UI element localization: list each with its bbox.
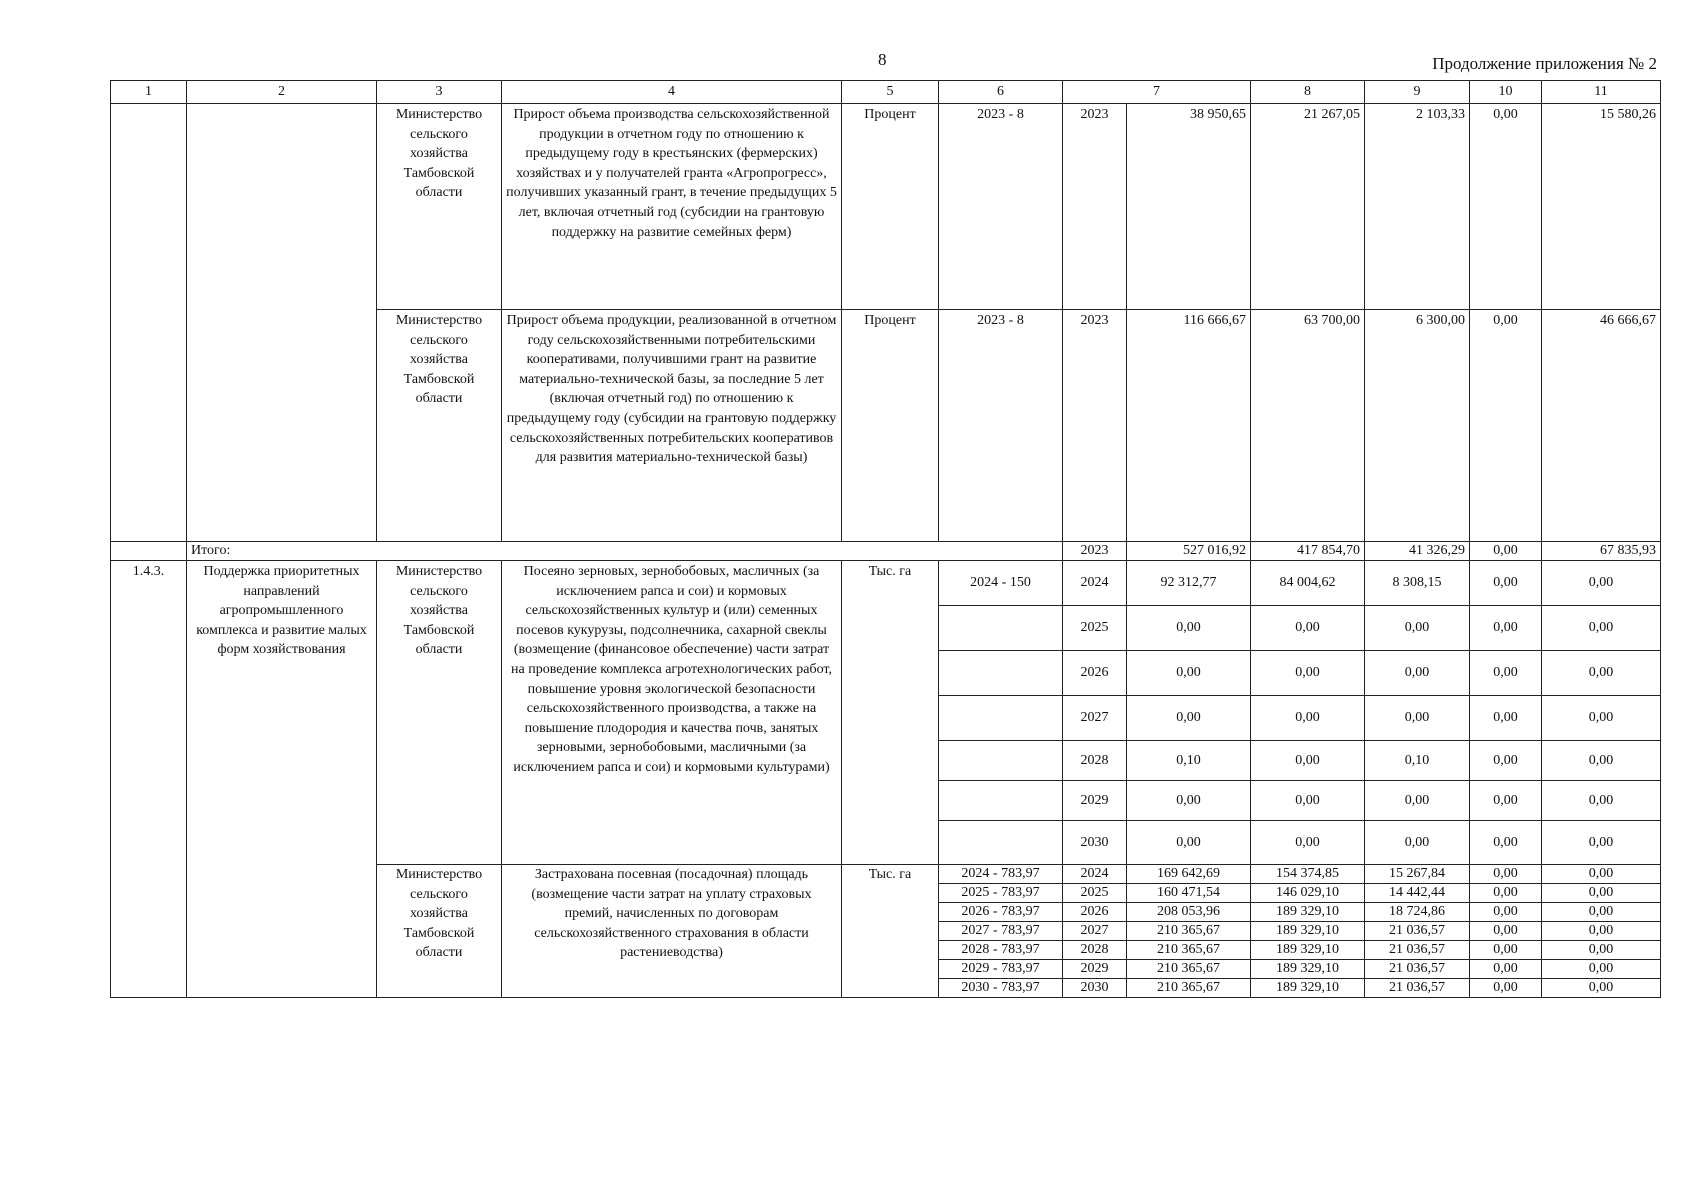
value-cell: 0,00 bbox=[1365, 606, 1470, 651]
unit-cell: Процент bbox=[842, 104, 939, 310]
value-cell: 0,00 bbox=[1470, 903, 1542, 922]
empty-cell bbox=[111, 104, 187, 542]
value-cell: 189 329,10 bbox=[1251, 979, 1365, 998]
header-cell: 1 bbox=[111, 81, 187, 104]
table-row bbox=[111, 104, 1661, 310]
value-cell: 417 854,70 bbox=[1251, 542, 1365, 561]
section-name: Поддержка приоритетных направлений агропромышленного комплекса и развитие малых форм хозяйствования bbox=[187, 561, 377, 998]
header-cell: 2 bbox=[187, 81, 377, 104]
executor-cell: Министерство сельского хозяйства Тамбовской области bbox=[377, 561, 502, 865]
value-cell: 6 300,00 bbox=[1365, 310, 1470, 542]
target-cell: 2025 - 783,97 bbox=[939, 884, 1063, 903]
value-cell: 0,00 bbox=[1365, 821, 1470, 865]
value-cell: 14 442,44 bbox=[1365, 884, 1470, 903]
value-cell: 0,10 bbox=[1365, 741, 1470, 781]
continuation-label: Продолжение приложения № 2 bbox=[1432, 54, 1657, 73]
target-cell: 2027 - 783,97 bbox=[939, 922, 1063, 941]
value-cell: 0,00 bbox=[1365, 651, 1470, 696]
total-row bbox=[111, 542, 1661, 561]
value-cell: 0,00 bbox=[1127, 821, 1251, 865]
target-cell: 2030 - 783,97 bbox=[939, 979, 1063, 998]
header-cell: 3 bbox=[377, 81, 502, 104]
value-cell: 0,00 bbox=[1542, 781, 1661, 821]
value-cell: 527 016,92 bbox=[1127, 542, 1251, 561]
value-cell: 0,00 bbox=[1127, 781, 1251, 821]
header-cell: 6 bbox=[939, 81, 1063, 104]
value-cell: 0,00 bbox=[1542, 941, 1661, 960]
value-cell: 0,00 bbox=[1470, 865, 1542, 884]
value-cell: 0,00 bbox=[1127, 696, 1251, 741]
value-cell: 0,00 bbox=[1470, 542, 1542, 561]
value-cell: 0,00 bbox=[1365, 781, 1470, 821]
value-cell: 21 036,57 bbox=[1365, 922, 1470, 941]
value-cell: 0,00 bbox=[1542, 960, 1661, 979]
value-cell: 0,00 bbox=[1470, 310, 1542, 542]
value-cell: 0,00 bbox=[1542, 979, 1661, 998]
target-cell bbox=[939, 696, 1063, 741]
value-cell: 0,00 bbox=[1251, 606, 1365, 651]
year-cell: 2026 bbox=[1063, 651, 1127, 696]
unit-cell: Процент bbox=[842, 310, 939, 542]
header-cell: 10 bbox=[1470, 81, 1542, 104]
target-cell: 2023 - 8 bbox=[939, 104, 1063, 310]
indicator-cell: Прирост объема производства сельскохозяйственной продукции в отчетном году по отношению к предыдущему году в крестьянских (фермерских) хозяйствах и у получателей гранта «Агропрогресс», получивших указанный грант, в течение предыдущих 5 лет, включая отчетный год (субсидии на грантовую поддержку на развитие семейных ферм) bbox=[502, 104, 842, 310]
target-cell bbox=[939, 651, 1063, 696]
value-cell: 189 329,10 bbox=[1251, 922, 1365, 941]
empty-cell bbox=[111, 542, 187, 561]
value-cell: 0,00 bbox=[1470, 561, 1542, 606]
value-cell: 0,00 bbox=[1542, 561, 1661, 606]
value-cell: 169 642,69 bbox=[1127, 865, 1251, 884]
indicator-cell: Прирост объема продукции, реализованной в отчетном году сельскохозяйственными потребительскими кооперативами, получившими грант на развитие материально-технической базы, за последние 5 лет (включая отчетный год) по отношению к предыдущему году (субсидии на грантовую поддержку сельскохозяйственных потребительских кооперативов для развития материально-технической базы) bbox=[502, 310, 842, 542]
value-cell: 208 053,96 bbox=[1127, 903, 1251, 922]
value-cell: 210 365,67 bbox=[1127, 941, 1251, 960]
header-cell: 9 bbox=[1365, 81, 1470, 104]
program-table bbox=[110, 80, 1661, 998]
value-cell: 0,00 bbox=[1470, 606, 1542, 651]
section-number: 1.4.3. bbox=[111, 561, 187, 998]
value-cell: 0,00 bbox=[1470, 651, 1542, 696]
value-cell: 0,00 bbox=[1470, 884, 1542, 903]
year-cell: 2024 bbox=[1063, 561, 1127, 606]
executor-cell: Министерство сельского хозяйства Тамбовской области bbox=[377, 865, 502, 998]
header-cell: 4 bbox=[502, 81, 842, 104]
value-cell: 0,00 bbox=[1251, 821, 1365, 865]
target-cell bbox=[939, 821, 1063, 865]
value-cell: 0,00 bbox=[1470, 922, 1542, 941]
value-cell: 0,00 bbox=[1470, 821, 1542, 865]
year-cell: 2030 bbox=[1063, 821, 1127, 865]
value-cell: 0,00 bbox=[1542, 865, 1661, 884]
value-cell: 38 950,65 bbox=[1127, 104, 1251, 310]
value-cell: 0,00 bbox=[1251, 651, 1365, 696]
value-cell: 189 329,10 bbox=[1251, 941, 1365, 960]
value-cell: 0,00 bbox=[1365, 696, 1470, 741]
unit-cell: Тыс. га bbox=[842, 865, 939, 998]
value-cell: 18 724,86 bbox=[1365, 903, 1470, 922]
value-cell: 0,00 bbox=[1470, 781, 1542, 821]
executor-cell: Министерство сельского хозяйства Тамбовской области bbox=[377, 104, 502, 310]
value-cell: 46 666,67 bbox=[1542, 310, 1661, 542]
header-cell: 11 bbox=[1542, 81, 1661, 104]
year-cell: 2023 bbox=[1063, 542, 1127, 561]
value-cell: 41 326,29 bbox=[1365, 542, 1470, 561]
value-cell: 0,00 bbox=[1470, 960, 1542, 979]
value-cell: 189 329,10 bbox=[1251, 960, 1365, 979]
value-cell: 0,00 bbox=[1542, 922, 1661, 941]
target-cell: 2024 - 150 bbox=[939, 561, 1063, 606]
value-cell: 21 036,57 bbox=[1365, 960, 1470, 979]
year-cell: 2023 bbox=[1063, 104, 1127, 310]
header-row bbox=[111, 81, 1661, 104]
value-cell: 0,00 bbox=[1542, 651, 1661, 696]
value-cell: 0,00 bbox=[1542, 606, 1661, 651]
value-cell: 2 103,33 bbox=[1365, 104, 1470, 310]
value-cell: 0,10 bbox=[1127, 741, 1251, 781]
value-cell: 0,00 bbox=[1470, 104, 1542, 310]
value-cell: 210 365,67 bbox=[1127, 979, 1251, 998]
indicator-cell: Посеяно зерновых, зернобобовых, масличных (за исключением рапса и сои) и кормовых сельскохозяйственных культур и (или) семенных посевов кукурузы, подсолнечника, сахарной свеклы (возмещение (финансовое обеспечение) части затрат на проведение комплекса агротехнологических работ, повышение уровня экологической безопасности сельскохозяйственного производства, а также на повышение плодородия и качества почв, занятых зерновыми, зернобобовыми, масличными (за исключением рапса и сои) и кормовыми культурами) bbox=[502, 561, 842, 865]
value-cell: 0,00 bbox=[1470, 741, 1542, 781]
value-cell: 21 267,05 bbox=[1251, 104, 1365, 310]
indicator-cell: Застрахована посевная (посадочная) площадь (возмещение части затрат на уплату страховых премий, начисленных по договорам сельскохозяйственного страхования в области растениеводства) bbox=[502, 865, 842, 998]
value-cell: 8 308,15 bbox=[1365, 561, 1470, 606]
value-cell: 21 036,57 bbox=[1365, 979, 1470, 998]
header-cell: 5 bbox=[842, 81, 939, 104]
target-cell bbox=[939, 781, 1063, 821]
value-cell: 63 700,00 bbox=[1251, 310, 1365, 542]
target-cell: 2023 - 8 bbox=[939, 310, 1063, 542]
value-cell: 0,00 bbox=[1470, 696, 1542, 741]
value-cell: 15 580,26 bbox=[1542, 104, 1661, 310]
executor-cell: Министерство сельского хозяйства Тамбовской области bbox=[377, 310, 502, 542]
year-cell: 2025 bbox=[1063, 606, 1127, 651]
target-cell: 2028 - 783,97 bbox=[939, 941, 1063, 960]
year-cell: 2029 bbox=[1063, 781, 1127, 821]
table-row bbox=[111, 561, 1661, 606]
value-cell: 0,00 bbox=[1470, 941, 1542, 960]
value-cell: 0,00 bbox=[1251, 696, 1365, 741]
value-cell: 21 036,57 bbox=[1365, 941, 1470, 960]
empty-cell bbox=[187, 104, 377, 542]
value-cell: 0,00 bbox=[1251, 781, 1365, 821]
value-cell: 0,00 bbox=[1470, 979, 1542, 998]
value-cell: 154 374,85 bbox=[1251, 865, 1365, 884]
target-cell: 2024 - 783,97 bbox=[939, 865, 1063, 884]
value-cell: 210 365,67 bbox=[1127, 922, 1251, 941]
value-cell: 0,00 bbox=[1542, 741, 1661, 781]
value-cell: 0,00 bbox=[1542, 821, 1661, 865]
year-cell: 2025 bbox=[1063, 884, 1127, 903]
target-cell bbox=[939, 741, 1063, 781]
value-cell: 84 004,62 bbox=[1251, 561, 1365, 606]
value-cell: 0,00 bbox=[1251, 741, 1365, 781]
value-cell: 146 029,10 bbox=[1251, 884, 1365, 903]
year-cell: 2027 bbox=[1063, 922, 1127, 941]
header-cell: 8 bbox=[1251, 81, 1365, 104]
year-cell: 2027 bbox=[1063, 696, 1127, 741]
target-cell: 2029 - 783,97 bbox=[939, 960, 1063, 979]
value-cell: 0,00 bbox=[1127, 651, 1251, 696]
year-cell: 2030 bbox=[1063, 979, 1127, 998]
value-cell: 189 329,10 bbox=[1251, 903, 1365, 922]
header-cell: 7 bbox=[1063, 81, 1251, 104]
value-cell: 0,00 bbox=[1542, 884, 1661, 903]
value-cell: 116 666,67 bbox=[1127, 310, 1251, 542]
target-cell bbox=[939, 606, 1063, 651]
value-cell: 0,00 bbox=[1127, 606, 1251, 651]
value-cell: 0,00 bbox=[1542, 696, 1661, 741]
year-cell: 2028 bbox=[1063, 741, 1127, 781]
unit-cell: Тыс. га bbox=[842, 561, 939, 865]
page-number: 8 bbox=[878, 50, 887, 69]
total-label: Итого: bbox=[187, 542, 1063, 561]
value-cell: 15 267,84 bbox=[1365, 865, 1470, 884]
target-cell: 2026 - 783,97 bbox=[939, 903, 1063, 922]
year-cell: 2029 bbox=[1063, 960, 1127, 979]
year-cell: 2028 bbox=[1063, 941, 1127, 960]
value-cell: 210 365,67 bbox=[1127, 960, 1251, 979]
year-cell: 2026 bbox=[1063, 903, 1127, 922]
year-cell: 2023 bbox=[1063, 310, 1127, 542]
value-cell: 160 471,54 bbox=[1127, 884, 1251, 903]
value-cell: 0,00 bbox=[1542, 903, 1661, 922]
value-cell: 67 835,93 bbox=[1542, 542, 1661, 561]
year-cell: 2024 bbox=[1063, 865, 1127, 884]
value-cell: 92 312,77 bbox=[1127, 561, 1251, 606]
